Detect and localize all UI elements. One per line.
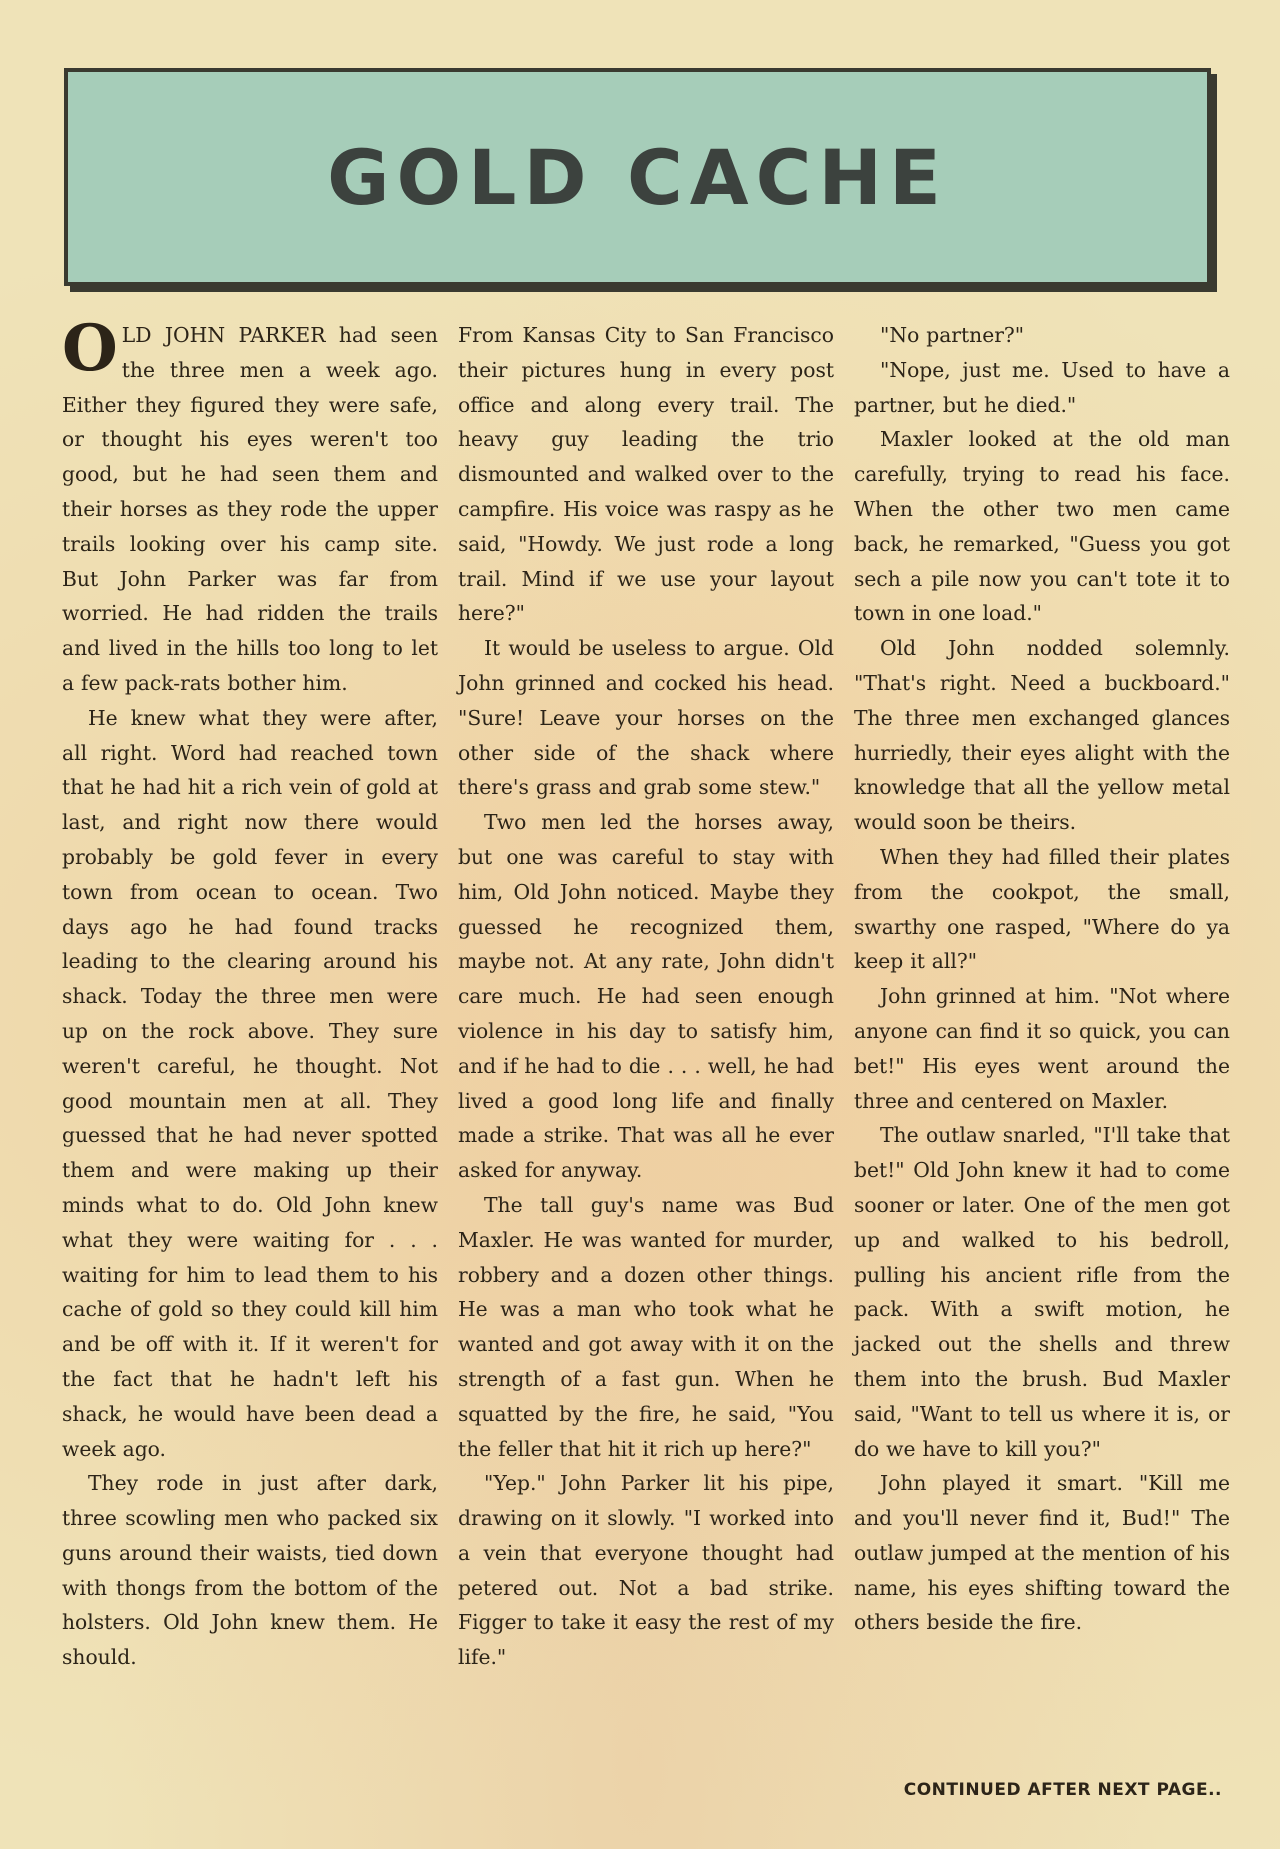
paragraph: The tall guy's name was Bud Maxler. He was wanted for murder, robbery and a dozen other things. He was a man who took what he wanted and got away with it on the strength of a fast gun. When he squatted by the fire, he said, "You the feller that hit it rich up here?": [458, 1192, 834, 1461]
paragraph: "Nope, just me. Used to have a partner, but he died.": [854, 357, 1230, 417]
paragraph: The outlaw snarled, "I'll take that bet!" Old John knew it had to come sooner or later. One of the men got up and walked to his bedroll, pulling his ancient rifle from the pack. With a swift motion, he jacked out the shells and threw them into the brush. Bud Maxler said, "Want to tell us where it is, or do we have to kill you?": [854, 1123, 1230, 1461]
article-body: [62, 311, 1230, 1778]
paragraph: It would be useless to argue. Old John grinned and cocked his head. "Sure! Leave your horses on the other side of the shack where there's grass and grab some stew.": [458, 636, 834, 800]
drop-cap: O: [62, 311, 118, 386]
continued-note: CONTINUED AFTER NEXT PAGE..: [903, 1780, 1222, 1800]
paragraph: Old John nodded solemnly. "That's right. Need a buckboard." The three men exchanged glances hurriedly, their eyes alight with the knowledge that all the yellow metal would soon be theirs.: [854, 636, 1230, 835]
column-1: [62, 311, 438, 1778]
paragraph: Maxler looked at the old man carefully, trying to read his face. When the other two men came back, he remarked, "Guess you got sech a pile now you can't tote it to town in one load.": [854, 427, 1230, 626]
paragraph: John played it smart. "Kill me and you'll never find it, Bud!" The outlaw jumped at the mention of his name, his eyes shifting toward the others beside the fire.: [854, 1471, 1230, 1635]
paragraph: They rode in just after dark, three scowling men who packed six guns around their waists, tied down with thongs from the bottom of the holsters. Old John knew them. He should.: [62, 1471, 438, 1670]
column-3: [854, 318, 1230, 1778]
paragraph: He knew what they were after, all right. Word had reached town that he had hit a rich vein of gold at last, and right now there would probably be gold fever in every town from ocean to ocean. Two days ago he had found tracks leading to the clearing around his shack. Today the three men were up on the rock above. They sure weren't careful, he thought. Not good mountain men at all. They guessed that he had never spotted them and were making up their minds what to do. Old John knew what they were waiting for . . . waiting for him to lead them to his cache of gold so they could kill him and be off with it. If it weren't for the fact that he hadn't left his shack, he would have been dead a week ago.: [62, 705, 438, 1461]
paragraph: Two men led the horses away, but one was careful to stay with him, Old John noticed. Maybe they guessed he recognized them, maybe not. At any rate, John didn't care much. He had seen enough violence in his day to satisfy him, and if he had to die . . . well, he had lived a good long life and finally made a strike. That was all he ever asked for anyway.: [458, 810, 834, 1183]
title-banner: [64, 68, 1211, 286]
paragraph: "Yep." John Parker lit his pipe, drawing on it slowly. "I worked into a vein that everyone thought had petered out. Not a bad strike. Figger to take it easy the rest of my life.": [458, 1471, 834, 1670]
paragraph: OLD JOHN PARKER had seen the three men a week ago. Either they figured they were safe, or thought his eyes weren't too good, but he had seen them and their horses as they rode the upper trails looking over his camp site. But John Parker was far from worried. He had ridden the trails and lived in the hills too long to let a few pack-rats bother him.: [62, 311, 438, 695]
paragraph: From Kansas City to San Francisco their pictures hung in every post office and along every trail. The heavy guy leading the trio dismounted and walked over to the campfire. His voice was raspy as he said, "Howdy. We just rode a long trail. Mind if we use your layout here?": [458, 323, 834, 626]
paragraph: When they had filled their plates from the cookpot, the small, swarthy one rasped, "Where do ya keep it all?": [854, 844, 1230, 974]
column-2: [458, 318, 834, 1778]
paragraph: "No partner?": [880, 323, 1025, 347]
paragraph: John grinned at him. "Not where anyone can find it so quick, you can bet!" His eyes went around the three and centered on Maxler.: [854, 984, 1230, 1113]
story-title: GOLD CACHE: [327, 132, 948, 222]
